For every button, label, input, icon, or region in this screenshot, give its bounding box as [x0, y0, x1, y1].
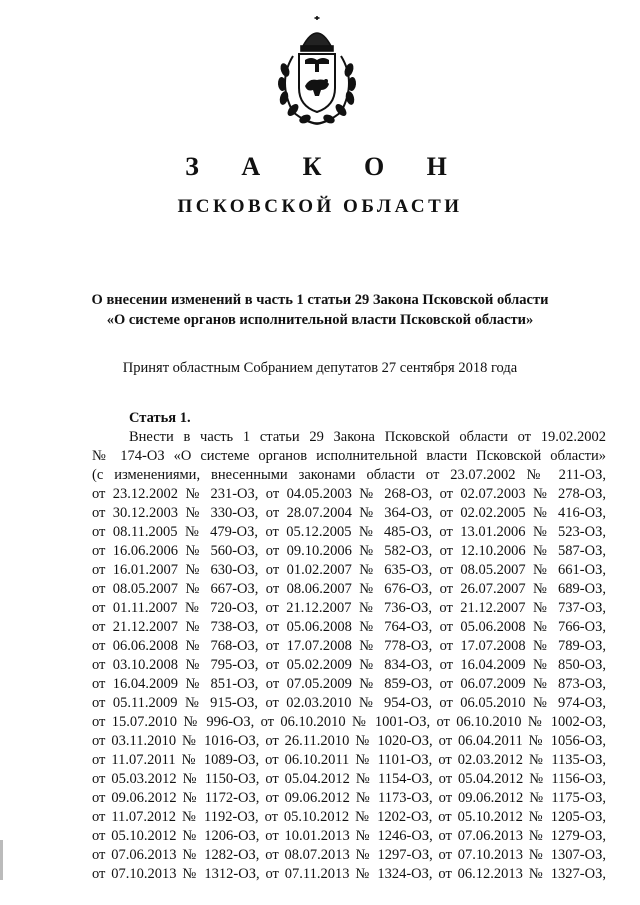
body-line: от 03.11.2010 № 1016-ОЗ, от 26.11.2010 № 1020-ОЗ, от 06.04.2011 № 1056-ОЗ,: [92, 733, 606, 749]
body-line: от 11.07.2012 № 1192-ОЗ, от 05.10.2012 № 1202-ОЗ, от 05.10.2012 № 1205-ОЗ,: [92, 809, 606, 825]
law-title: З А К О Н: [185, 152, 465, 181]
body-line: (с изменениями, внесенными законами области от 23.07.2002 № 211-ОЗ,: [92, 467, 606, 483]
body-line: от 01.11.2007 № 720-ОЗ, от 21.12.2007 № 736-ОЗ, от 21.12.2007 № 737-ОЗ,: [92, 600, 606, 616]
body-line: от 07.06.2013 № 1282-ОЗ, от 08.07.2013 № 1297-ОЗ, от 07.10.2013 № 1307-ОЗ,: [92, 847, 606, 863]
body-line: от 09.06.2012 № 1172-ОЗ, от 09.06.2012 № 1173-ОЗ, от 09.06.2012 № 1175-ОЗ,: [92, 790, 606, 806]
article-body: [92, 428, 606, 884]
body-line: от 16.06.2006 № 560-ОЗ, от 09.10.2006 № 582-ОЗ, от 12.10.2006 № 587-ОЗ,: [92, 543, 606, 559]
body-line: от 05.03.2012 № 1150-ОЗ, от 05.04.2012 № 1154-ОЗ, от 05.04.2012 № 1156-ОЗ,: [92, 771, 606, 787]
body-line: от 08.05.2007 № 667-ОЗ, от 08.06.2007 № 676-ОЗ, от 26.07.2007 № 689-ОЗ,: [92, 581, 606, 597]
body-line: от 16.01.2007 № 630-ОЗ, от 01.02.2007 № 635-ОЗ, от 08.05.2007 № 661-ОЗ,: [92, 562, 606, 578]
body-line: № 174-ОЗ «О системе органов исполнительной власти Псковской области»: [92, 448, 606, 464]
article-heading: Статья 1.: [129, 410, 191, 426]
law-subject: [0, 290, 640, 330]
scan-edge-mark: [0, 840, 3, 880]
law-subject-line: О внесении изменений в часть 1 статьи 29 Закона Псковской области: [91, 292, 549, 308]
body-line: от 15.07.2010 № 996-ОЗ, от 06.10.2010 № 1001-ОЗ, от 06.10.2010 № 1002-ОЗ,: [92, 714, 606, 730]
body-line: от 05.11.2009 № 915-ОЗ, от 02.03.2010 № 954-ОЗ, от 06.05.2010 № 974-ОЗ,: [92, 695, 606, 711]
body-line: от 05.10.2012 № 1206-ОЗ, от 10.01.2013 № 1246-ОЗ, от 07.06.2013 № 1279-ОЗ,: [92, 828, 606, 844]
region-title: ПСКОВСКОЙ ОБЛАСТИ: [177, 196, 463, 217]
body-line: от 21.12.2007 № 738-ОЗ, от 05.06.2008 № 764-ОЗ, от 05.06.2008 № 766-ОЗ,: [92, 619, 606, 635]
coat-of-arms-icon: [271, 16, 363, 128]
body-line: от 11.07.2011 № 1089-ОЗ, от 06.10.2011 № 1101-ОЗ, от 02.03.2012 № 1135-ОЗ,: [92, 752, 606, 768]
body-line: от 07.10.2013 № 1312-ОЗ, от 07.11.2013 № 1324-ОЗ, от 06.12.2013 № 1327-ОЗ,: [92, 866, 606, 882]
body-line: от 06.06.2008 № 768-ОЗ, от 17.07.2008 № 778-ОЗ, от 17.07.2008 № 789-ОЗ,: [92, 638, 606, 654]
body-line: от 08.11.2005 № 479-ОЗ, от 05.12.2005 № 485-ОЗ, от 13.01.2006 № 523-ОЗ,: [92, 524, 606, 540]
body-line: Внести в часть 1 статьи 29 Закона Псковской области от 19.02.2002: [129, 429, 606, 445]
body-line: от 30.12.2003 № 330-ОЗ, от 28.07.2004 № 364-ОЗ, от 02.02.2005 № 416-ОЗ,: [92, 505, 606, 521]
law-subject-line: «О системе органов исполнительной власти Псковской области»: [106, 312, 534, 328]
body-line: от 16.04.2009 № 851-ОЗ, от 07.05.2009 № 859-ОЗ, от 06.07.2009 № 873-ОЗ,: [92, 676, 606, 692]
body-line: от 03.10.2008 № 795-ОЗ, от 05.02.2009 № 834-ОЗ, от 16.04.2009 № 850-ОЗ,: [92, 657, 606, 673]
body-line: от 23.12.2002 № 231-ОЗ, от 04.05.2003 № 268-ОЗ, от 02.07.2003 № 278-ОЗ,: [92, 486, 606, 502]
adoption-statement: Принят областным Собранием депутатов 27 сентября 2018 года: [122, 360, 518, 376]
